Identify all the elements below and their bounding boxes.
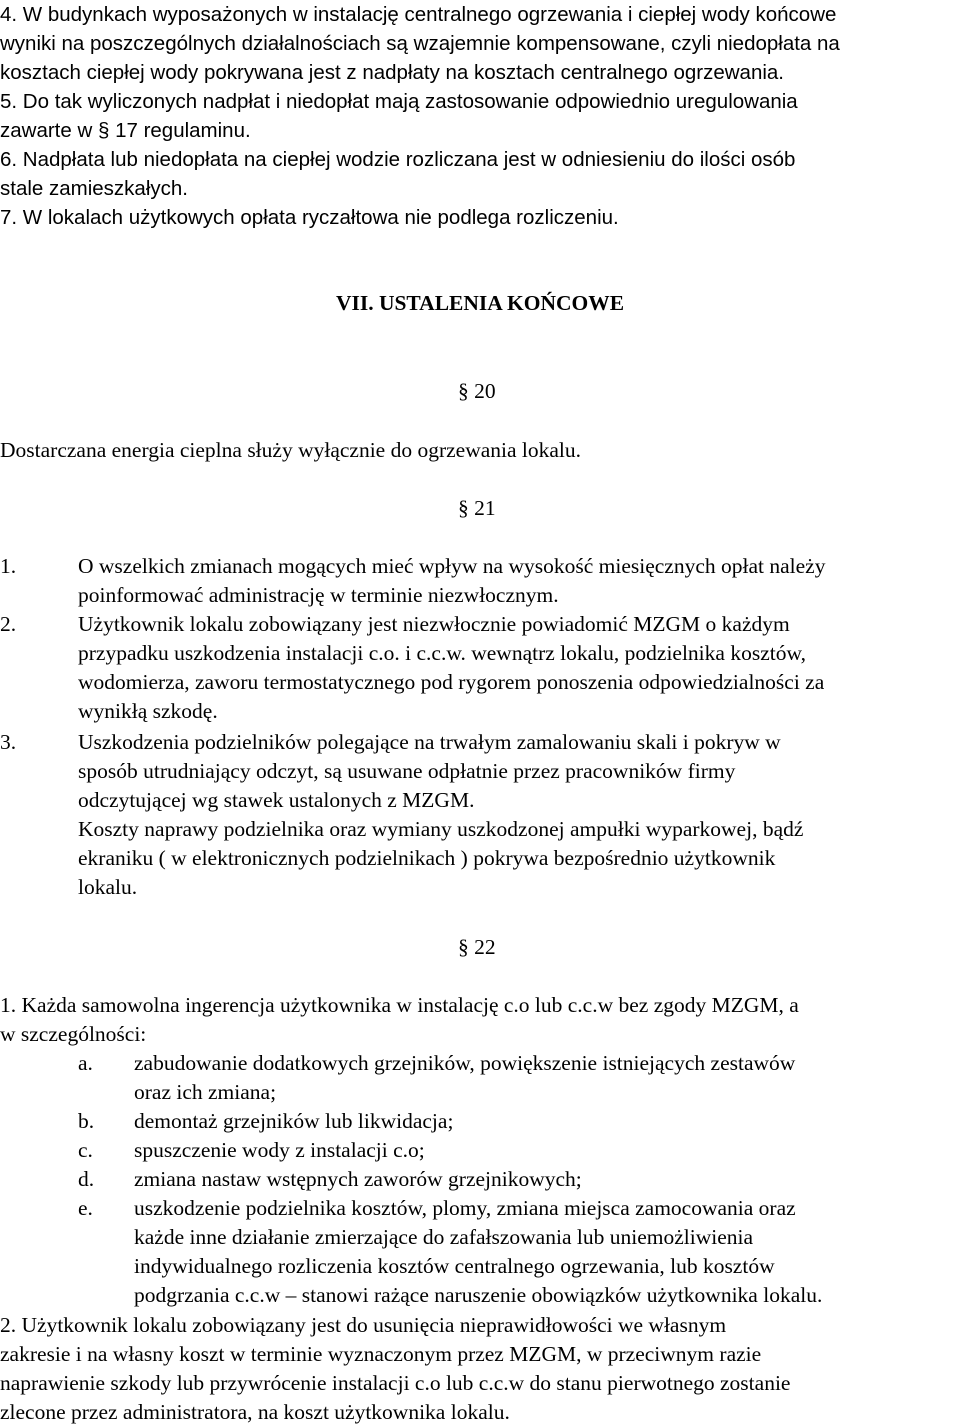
- chapter-heading: VII. USTALENIA KOŃCOWE: [335, 291, 625, 315]
- s22-item-letter: a.: [78, 1051, 93, 1075]
- s21-p2-line-4: wynikłą szkodę.: [78, 699, 218, 723]
- s22-p2-line-2: zakresie i na własny koszt w terminie wyznaczonym przez MZGM, w przeciwnym razie: [0, 1342, 762, 1366]
- intro-line-1: 4. W budynkach wyposażonych w instalację centralnego ogrzewania i ciepłej wody końcowe: [0, 3, 837, 26]
- s21-p3-line-3: odczytującej wg stawek ustalonych z MZGM.: [78, 788, 475, 812]
- s21-p1-line-1: O wszelkich zmianach mogących mieć wpływ na wysokość miesięcznych opłat należy: [78, 554, 826, 578]
- s22-item-line: indywidualnego rozliczenia kosztów centralnego ogrzewania, lub kosztów: [134, 1254, 775, 1278]
- s22-p2-line-4: zlecone przez administratora, na koszt użytkownika lokalu.: [0, 1400, 510, 1424]
- s22-p1-line-2: w szczególności:: [0, 1022, 147, 1046]
- point-6-line-1: 6. Nadpłata lub niedopłata na ciepłej wodzie rozliczana jest w odniesieniu do ilości osób: [0, 148, 796, 171]
- s21-p3-line-1: Uszkodzenia podzielników polegające na trwałym zamalowaniu skali i pokryw w: [78, 730, 781, 754]
- section-21-label: § 21: [458, 496, 496, 520]
- s22-p2-line-1: 2. Użytkownik lokalu zobowiązany jest do usunięcia nieprawidłowości we własnym: [0, 1313, 727, 1337]
- s22-item-line: każde inne działanie zmierzające do zafałszowania lub uniemożliwienia: [134, 1225, 754, 1249]
- s22-item-line: demontaż grzejników lub likwidacja;: [134, 1109, 454, 1133]
- s22-item-letter: d.: [78, 1167, 95, 1191]
- s21-p1-line-2: poinformować administrację w terminie niezwłocznym.: [78, 583, 559, 607]
- section-22-label: § 22: [458, 935, 496, 959]
- s22-item-line: zmiana nastaw wstępnych zaworów grzejnikowych;: [134, 1167, 582, 1191]
- s21-p2-line-1: Użytkownik lokalu zobowiązany jest niezwłocznie powiadomić MZGM o każdym: [78, 612, 790, 636]
- s21-p2-line-2: przypadku uszkodzenia instalacji c.o. i c.c.w. wewnątrz lokalu, podzielnika kosztów,: [78, 641, 806, 665]
- section-20-text: Dostarczana energia cieplna służy wyłącznie do ogrzewania lokalu.: [0, 438, 582, 462]
- s22-item-line: oraz ich zmiana;: [134, 1080, 277, 1104]
- s21-p3-number: 3.: [0, 730, 17, 754]
- s21-p3-line-2: sposób utrudniający odczyt, są usuwane odpłatnie przez pracowników firmy: [78, 759, 736, 783]
- s22-p2-line-3: naprawienie szkody lub przywrócenie instalacji c.o lub c.c.w do stanu pierwotnego zostanie: [0, 1371, 791, 1395]
- section-20-label: § 20: [458, 379, 496, 403]
- s21-p1-number: 1.: [0, 554, 17, 578]
- s22-p1-line-1: 1. Każda samowolna ingerencja użytkownika w instalację c.o lub c.c.w bez zgody MZGM, a: [0, 993, 799, 1017]
- s21-p3-line-6: lokalu.: [78, 875, 138, 899]
- s22-item-letter: e.: [78, 1196, 93, 1220]
- s22-item-line: podgrzania c.c.w – stanowi rażące naruszenie obowiązków użytkownika lokalu.: [134, 1283, 823, 1307]
- s22-item-letter: c.: [78, 1138, 93, 1162]
- point-6-line-2: stale zamieszkałych.: [0, 177, 188, 200]
- intro-line-2: wyniki na poszczególnych działalnościach są wzajemnie kompensowane, czyli niedopłata na: [0, 32, 840, 55]
- s22-item-letter: b.: [78, 1109, 95, 1133]
- s22-item-line: uszkodzenie podzielnika kosztów, plomy, zmiana miejsca zamocowania oraz: [134, 1196, 796, 1220]
- s22-item-line: zabudowanie dodatkowych grzejników, powiększenie istniejących zestawów: [134, 1051, 796, 1075]
- s21-p3-line-4: Koszty naprawy podzielnika oraz wymiany uszkodzonej ampułki wyparkowej, bądź: [78, 817, 804, 841]
- point-7: 7. W lokalach użytkowych opłata ryczałtowa nie podlega rozliczeniu.: [0, 206, 619, 229]
- point-5-line-1: 5. Do tak wyliczonych nadpłat i niedopłat mają zastosowanie odpowiednio uregulowania: [0, 90, 798, 113]
- intro-line-3: kosztach ciepłej wody pokrywana jest z nadpłaty na kosztach centralnego ogrzewania.: [0, 61, 784, 84]
- s21-p2-line-3: wodomierza, zaworu termostatycznego pod rygorem ponoszenia odpowiedzialności za: [78, 670, 825, 694]
- s22-item-line: spuszczenie wody z instalacji c.o;: [134, 1138, 425, 1162]
- s21-p2-number: 2.: [0, 612, 17, 636]
- s21-p3-line-5: ekraniku ( w elektronicznych podzielnikach ) pokrywa bezpośrednio użytkownik: [78, 846, 776, 870]
- point-5-line-2: zawarte w § 17 regulaminu.: [0, 119, 251, 142]
